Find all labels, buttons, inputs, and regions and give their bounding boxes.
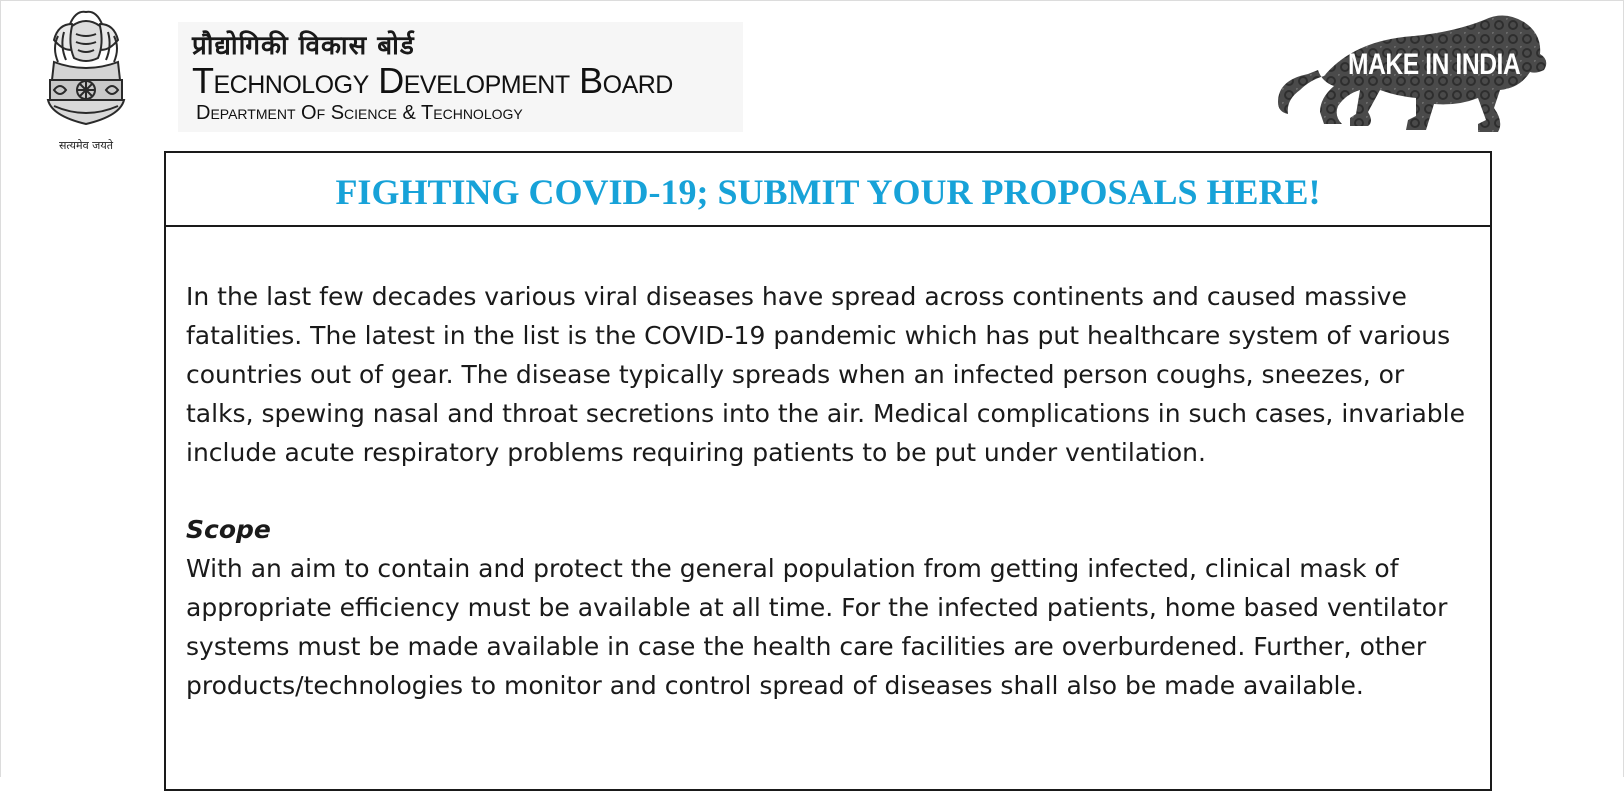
emblem-motto: सत्यमेव जयते [58, 139, 113, 152]
make-in-india-logo [1268, 4, 1572, 144]
tdb-department-name: Department Of Science & Technology [196, 102, 523, 124]
intro-paragraph: In the last few decades various viral diseases have spread across continents and caused massive fatalities. The latest in the list is the COVID-19 pandemic which has put healthcare system of various countries out of gear. The disease typically spreads when an infected person coughs, sneezes, or talks, spewing nasal and throat secretions into the air. Medical complications in such cases, invariable include acute respiratory problems requiring patients to be put under ventilation. [186, 282, 1465, 467]
tdb-hindi-name: प्रौद्योगिकी विकास बोर्ड [192, 31, 415, 61]
notice-title-row [166, 153, 1490, 227]
tdb-logo [178, 22, 743, 132]
ashoka-lion-capital-icon [40, 6, 132, 134]
national-emblem-logo [40, 6, 132, 156]
notice-body [166, 227, 1490, 705]
notice-box [164, 151, 1492, 791]
scope-paragraph: With an aim to contain and protect the general population from getting infected, clinical mask of appropriate efficiency must be available at all time. For the infected patients, home based ventilator systems must be made available in case the health care facilities are overburdened. Further, other products/technologies to monitor and control spread of diseases shall also be made available. [186, 554, 1448, 700]
notice-title: FIGHTING COVID-19; SUBMIT YOUR PROPOSALS HERE! [335, 172, 1321, 212]
tdb-english-name: Technology Development Board [192, 60, 673, 101]
make-in-india-text: MAKE IN INDIA [1348, 48, 1521, 81]
scope-heading: Scope [186, 515, 271, 544]
